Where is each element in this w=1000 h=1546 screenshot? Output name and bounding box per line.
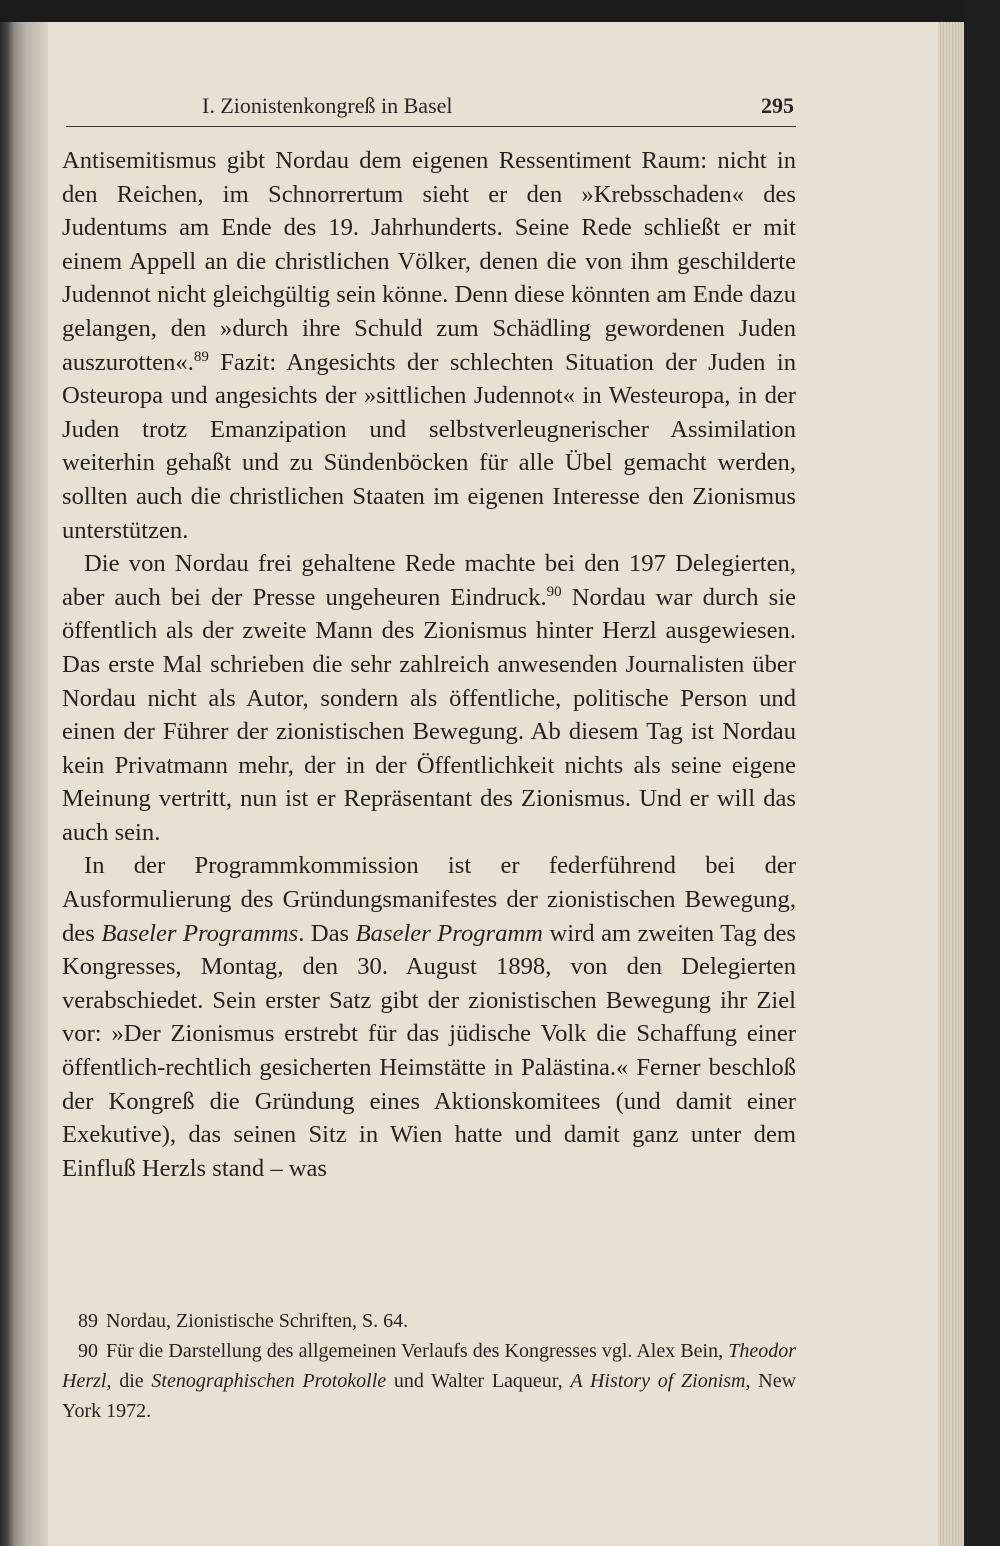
book-gutter xyxy=(0,22,48,1546)
footnote-ref-90[interactable]: 90 xyxy=(546,583,562,600)
footnotes xyxy=(62,1306,796,1426)
running-title: I. Zionistenkongreß in Basel xyxy=(202,93,453,118)
paragraph-2 xyxy=(62,547,796,849)
page-number: 295 xyxy=(761,93,794,118)
italic-title: A History of Zionism xyxy=(570,1370,746,1392)
paragraph-text: Nordau war durch sie öffentlich als der zweite Mann des Zionismus hinter Herzl ausgewiesen. Das erste Mal schrieben die sehr zahlreich anwesenden Journalisten über Nordau nicht als Autor, sondern als öffentliche, politische Person und einen der Führer der zionistischen Bewegung. Ab diesem Tag ist Nordau kein Privatmann mehr, der in der Öffentlichkeit nichts als seine eigene Meinung vertritt, nun ist er Repräsentant des Zionismus. Und er will das auch sein. xyxy=(62,583,796,846)
italic-title: Theodor Herzl xyxy=(62,1340,796,1392)
italic-title: Baseler Programm xyxy=(355,919,543,947)
footnote-number: 90 xyxy=(78,1340,98,1362)
scan-background xyxy=(964,0,1000,1546)
footnote-ref-89[interactable]: 89 xyxy=(193,348,209,365)
footnote-text: Nordau, Zionistische Schriften, S. 64. xyxy=(106,1310,409,1332)
italic-title: Stenographischen Protokolle xyxy=(151,1370,387,1392)
paragraph-text: In der Programmkommission ist er federführend bei der Ausformulierung des Gründungsmanifestes der zionistischen Bewegung, des xyxy=(62,852,796,947)
footnote-text: und Walter Laqueur, xyxy=(386,1370,571,1392)
paragraph-text: Antisemitismus gibt Nordau dem eigenen Ressentiment Raum: nicht in den Reichen, im Schnorrertum sieht er den »Krebsschaden« des Judentums am Ende des 19. Jahrhunderts. Seine Rede schließt er mit einem Appell an die christlichen Völker, denen die von ihm geschilderte Judennot nicht gleichgültig sein könne. Denn diese könnten am Ende dazu gelangen, den »durch ihre Schuld zum Schädling gewordenen Juden auszurotten«. xyxy=(62,147,796,376)
paragraph-3 xyxy=(62,849,796,1185)
italic-title: Baseler Programms xyxy=(101,919,299,947)
footnote-89 xyxy=(62,1306,796,1336)
running-header xyxy=(66,90,796,127)
paragraph-text: wird am zweiten Tag des Kongresses, Montag, den 30. August 1898, von den Delegierten verabschiedet. Sein erster Satz gibt der zionistischen Bewegung ihr Ziel vor: »Der Zionismus erstrebt für das jüdische Volk die Schaffung einer öffentlich-rechtlich gesicherten Heimstätte in Palästina.« Ferner beschloß der Kongreß die Gründung eines Aktionskomitees (und damit einer Exekutive), das seinen Sitz in Wien hatte und damit ganz unter dem Einfluß Herzls stand – was xyxy=(62,919,796,1182)
paragraph-text: . Das xyxy=(298,919,356,947)
paragraph-text: Fazit: Angesichts der schlechten Situation der Juden in Osteuropa und angesichts der »sittlichen Judennot« in Westeuropa, in der Juden trotz Emanzipation und selbstverleugnerischer Assimilation weiterhin gehaßt und zu Sündenböcken für alle Übel gemacht werden, sollten auch die christlichen Staaten im eigenen Interesse den Zionismus unterstützen. xyxy=(62,348,796,544)
footnote-text: Für die Darstellung des allgemeinen Verlaufs des Kongresses vgl. Alex Bein, xyxy=(106,1340,729,1362)
body-text xyxy=(62,144,796,1185)
footnote-text: , New York 1972. xyxy=(62,1370,797,1422)
page-edges xyxy=(938,22,964,1546)
footnote-number: 89 xyxy=(78,1310,98,1332)
footnote-text: , die xyxy=(106,1370,152,1392)
footnote-90 xyxy=(62,1336,796,1426)
paragraph-text: Die von Nordau frei gehaltene Rede machte bei den 197 Delegierten, aber auch bei der Presse ungeheuren Eindruck. xyxy=(62,550,796,611)
paragraph-1 xyxy=(62,144,796,547)
